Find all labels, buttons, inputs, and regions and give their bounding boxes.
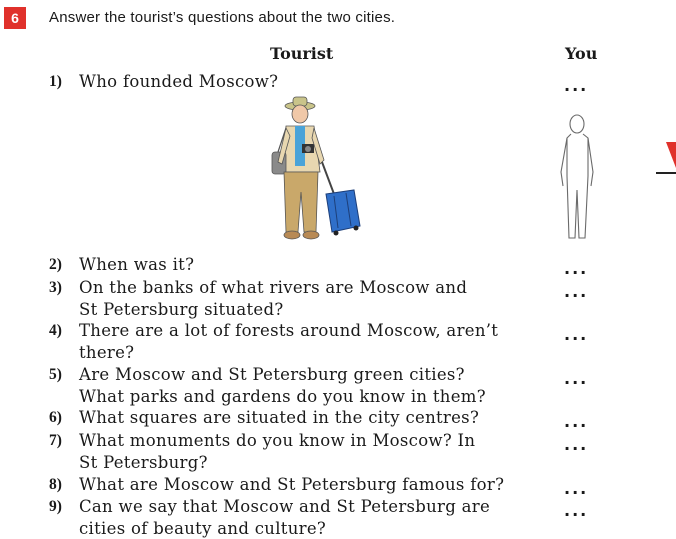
question-8-line-1: What are Moscow and St Petersburg famous for?	[79, 475, 504, 494]
question-4-text	[79, 320, 498, 363]
answer-3-dots: ...	[564, 282, 588, 301]
answer-4-dots: ...	[564, 325, 588, 344]
answer-9-dots: ...	[564, 501, 588, 520]
question-5-line-2: What parks and gardens do you know in them?	[79, 386, 486, 408]
answer-8-dots: ...	[564, 479, 588, 498]
question-7-text	[79, 430, 475, 473]
question-8-text	[79, 474, 504, 496]
answer-5-dots: ...	[564, 369, 588, 388]
answer-2-dots: ...	[564, 259, 588, 278]
question-3-line-1: On the banks of what rivers are Moscow and	[79, 277, 467, 299]
question-6-text	[79, 407, 479, 429]
question-2-number: 2)	[49, 256, 62, 274]
column-header-you: You	[565, 44, 597, 63]
question-6-number: 6)	[49, 409, 62, 427]
question-7-number: 7)	[49, 432, 62, 450]
question-9-text	[79, 496, 490, 539]
column-header-tourist: Tourist	[270, 44, 333, 63]
answer-1-dots: ...	[564, 76, 588, 95]
question-2-text	[79, 254, 194, 276]
you-figure-outline	[553, 112, 603, 242]
question-2-line-1: When was it?	[79, 255, 194, 274]
page-edge-marker	[656, 142, 676, 178]
answer-7-dots: ...	[564, 435, 588, 454]
question-8-number: 8)	[49, 476, 62, 494]
question-4-line-1: There are a lot of forests around Moscow, aren’t	[79, 320, 498, 342]
tourist-illustration	[262, 92, 372, 244]
exercise-number-badge: 6	[4, 7, 26, 29]
question-9-line-1: Can we say that Moscow and St Petersburg are	[79, 496, 490, 518]
question-9-number: 9)	[49, 498, 62, 516]
question-4-line-2: there?	[79, 342, 498, 364]
question-9-line-2: cities of beauty and culture?	[79, 518, 490, 539]
question-1-text	[79, 71, 278, 93]
exercise-instruction: Answer the tourist’s questions about the two cities.	[49, 9, 395, 26]
question-3-number: 3)	[49, 279, 62, 297]
question-6-line-1: What squares are situated in the city centres?	[79, 408, 479, 427]
question-5-number: 5)	[49, 366, 62, 384]
question-1-line-1: Who founded Moscow?	[79, 72, 278, 91]
question-3-text	[79, 277, 467, 320]
answer-6-dots: ...	[564, 412, 588, 431]
question-1-number: 1)	[49, 73, 62, 91]
question-7-line-2: St Petersburg?	[79, 452, 475, 474]
question-5-text	[79, 364, 486, 407]
question-3-line-2: St Petersburg situated?	[79, 299, 467, 321]
question-5-line-1: Are Moscow and St Petersburg green cities?	[79, 364, 486, 386]
question-4-number: 4)	[49, 322, 62, 340]
question-7-line-1: What monuments do you know in Moscow? In	[79, 430, 475, 452]
